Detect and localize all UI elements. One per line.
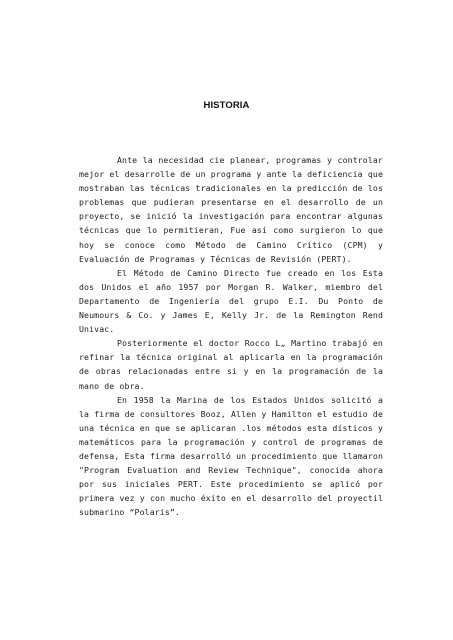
page-title: HISTORIA (203, 100, 250, 111)
paragraph-2: El Método de Camino Directo fue creado en los Esta dos Unidos el año 1957 por Morgan R. Walker, miembro del Departamento de Ingeniería del grupo E.I. Du Ponto de Neumours & Co. y James E, Kelly Jr. de la Remington Rend Univac. (79, 267, 383, 335)
paragraph-4: En 1958 la Marina de los Estados Unidos solicitó a la firma de consultores Booz, Allen y Hamilton el estudio de una técnica en que se aplicaran .los métodos esta dísticos y matemáticos para la programación y control de programas de defensa, Esta firma desarrolló un procedimiento que llamaron "Program Evaluation and Review Technique", conocida ahora por sus iniciales PERT. Este procedimiento se aplicó por primera vez y con mucho éxito en el desarrollo del proyectil submarino “Polaris”. (79, 394, 383, 518)
document-body (79, 153, 383, 519)
paragraph-3: Posteriormente el doctor Rocco L„ Martino trabajó en refinar la técnica original al aplicarla en la programación de obras relacionadas entre si y en la programación de la mano de obra. (79, 338, 383, 391)
paragraph-1: Ante la necesidad cie planear, programas y controlar mejor el desarrolle de un programa y ante la deficiencia que mostraban las técnicas tradicionales en la predicción de los problemas que pudieran presentarse en el desarrollo de un proyecto, se inició la investigación para encontrar algunas técnicas que lo permitieran, Fue así como surgieron lo que hoy se conoce como Método de Camino Crítico (CPM) y Evaluación de Programas y Técnicas de Revisión (PERT). (79, 155, 383, 264)
